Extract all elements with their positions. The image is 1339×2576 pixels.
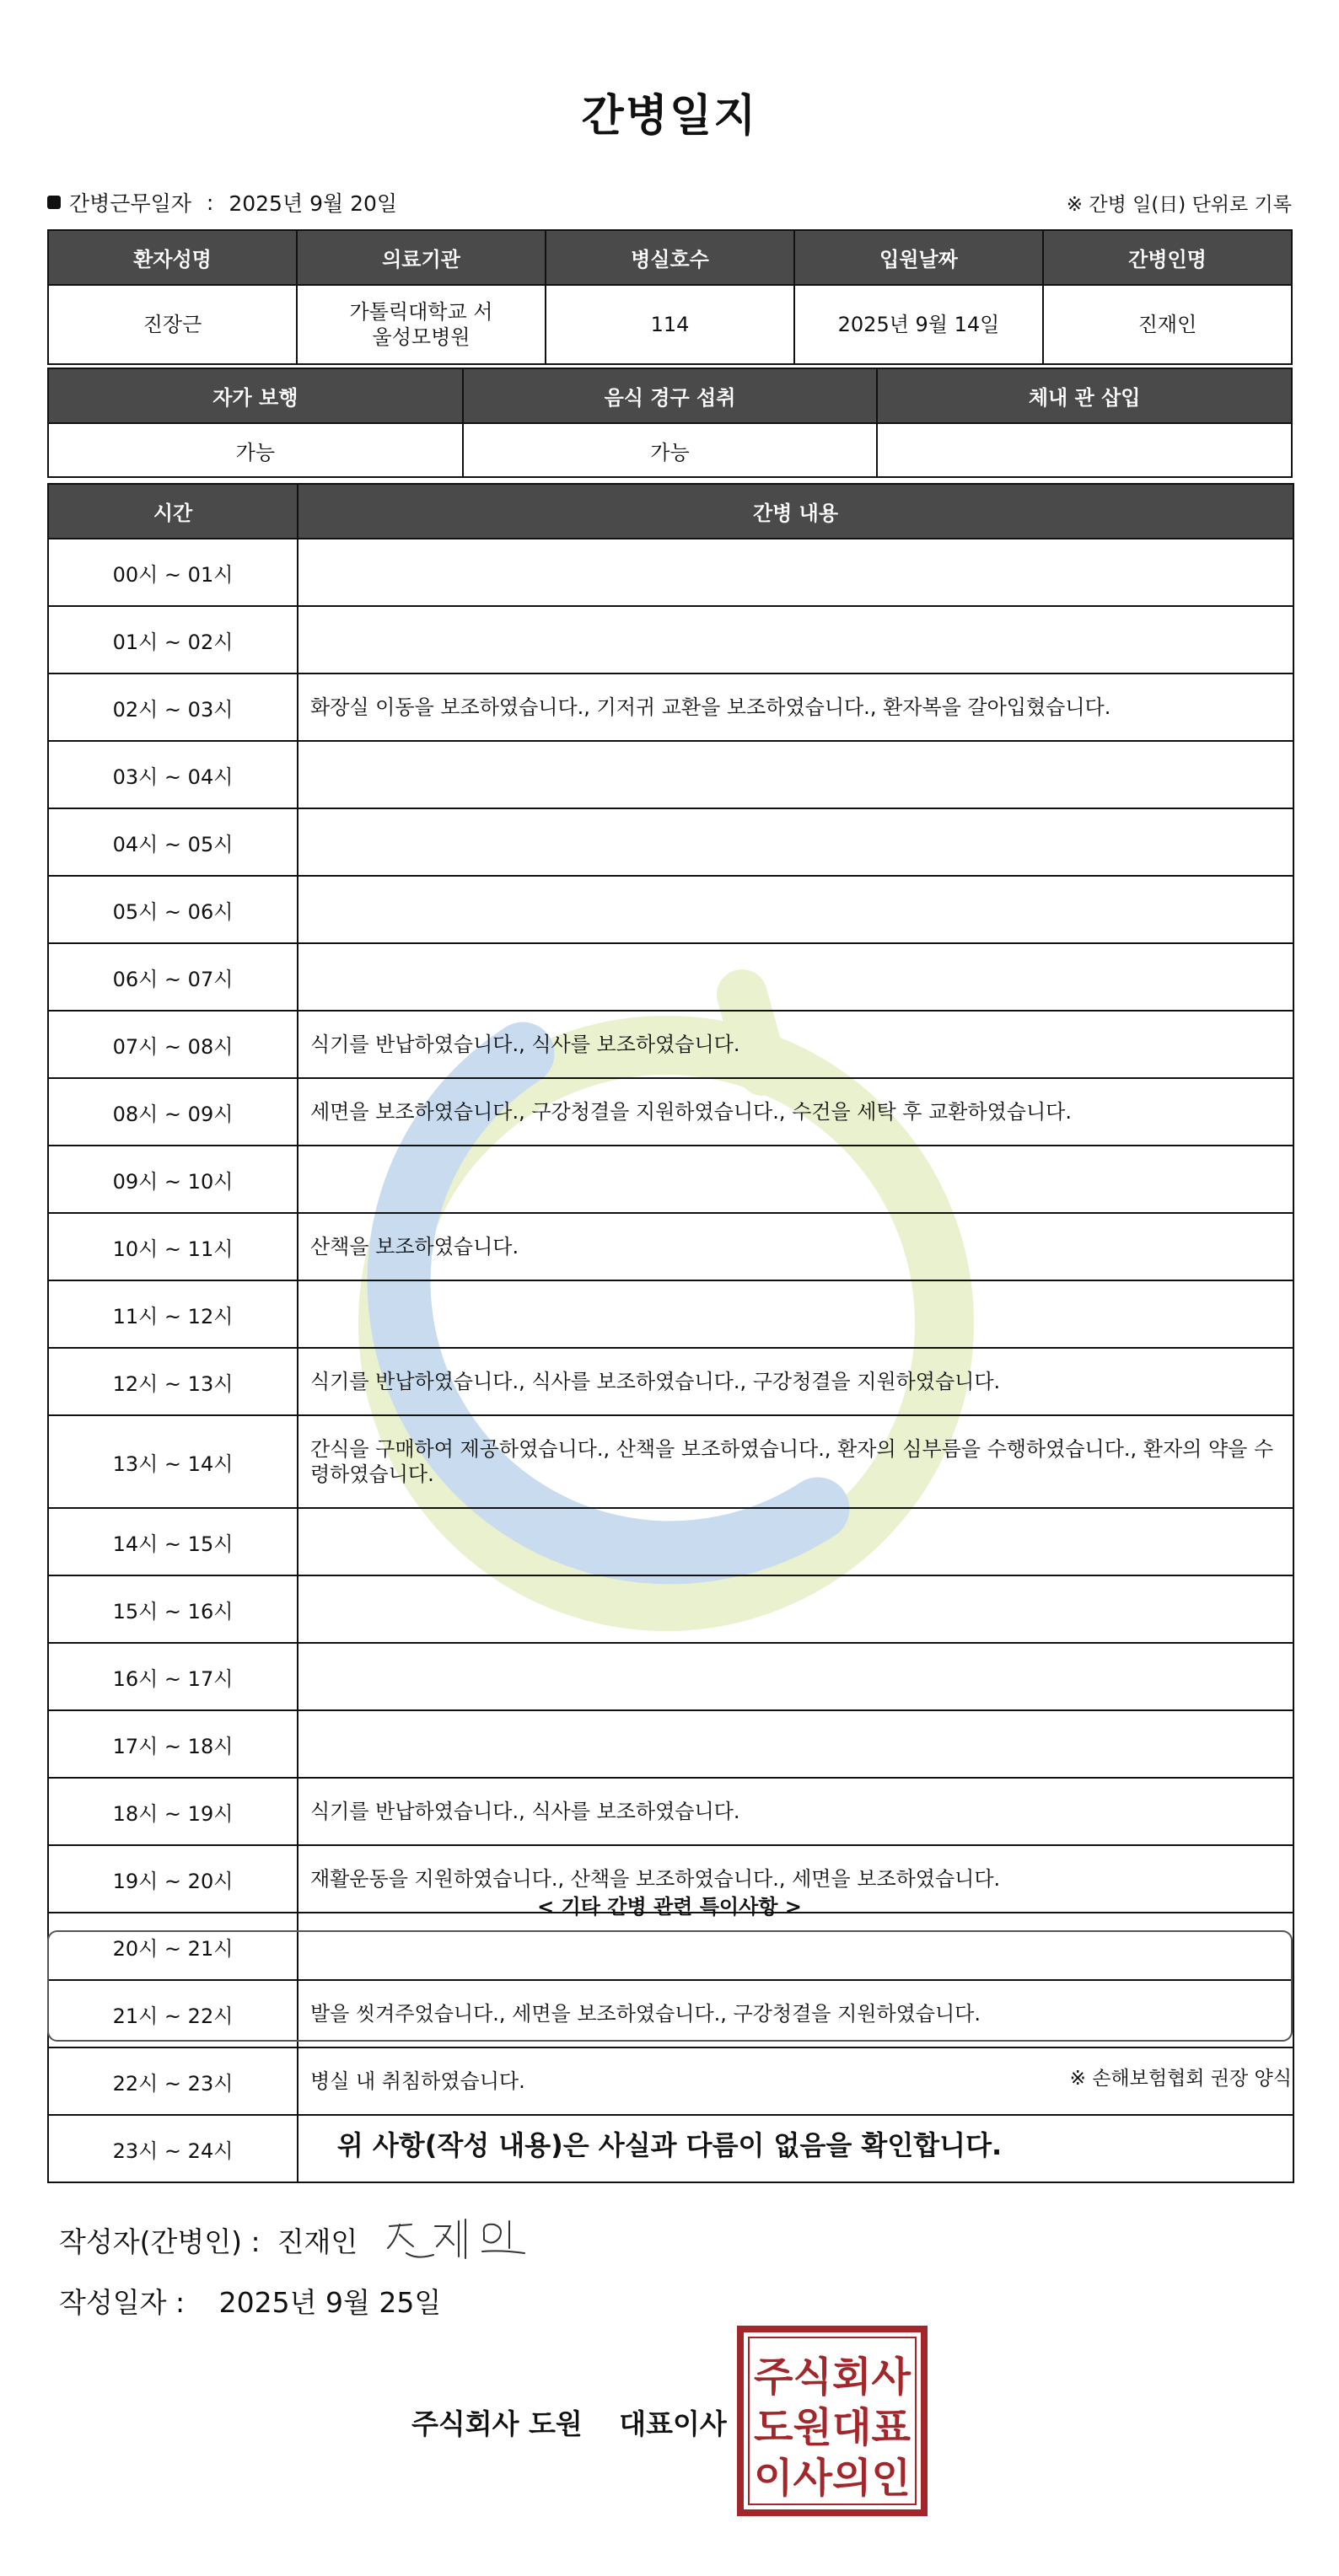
care-log-content [298,876,1293,943]
patient-info-header-row [48,230,1292,285]
company-role: 대표이사 [619,2407,727,2440]
care-log-time: 12시 ~ 13시 [48,1348,298,1415]
document-title: 간병일지 [581,91,758,142]
care-log-time: 18시 ~ 19시 [48,1778,298,1845]
recommend-note: ※ 손해보험협회 권장 양식 [1069,2068,1292,2090]
care-log-row [48,1348,1293,1415]
header-self-walking: 자가 보행 [48,368,463,423]
care-log-table [47,483,1294,2183]
svg-text:이사의인: 이사의인 [754,2455,911,2502]
care-log-row [48,1146,1293,1213]
care-log-time: 13시 ~ 14시 [48,1415,298,1508]
care-log-time: 22시 ~ 23시 [48,2047,298,2115]
care-log-time: 19시 ~ 20시 [48,1845,298,1913]
confirmation-statement: 위 사항(작성 내용)은 사실과 다름이 없음을 확인합니다. [336,2129,1003,2161]
self-walking-value: 가능 [48,423,463,477]
work-date-label: 간병근무일자 [69,191,191,216]
patient-status-value-row [48,423,1292,477]
care-log-row [48,1643,1293,1710]
care-log-content [298,808,1293,876]
care-log-row [48,539,1293,606]
written-date-line [59,2281,441,2321]
care-log-time: 03시 ~ 04시 [48,741,298,808]
writer-label: 작성자(간병인) : [59,2224,261,2258]
care-log-content: 재활운동을 지원하였습니다., 산책을 보조하였습니다., 세면을 보조하였습니다. [298,1845,1293,1913]
care-log-content: 세면을 보조하였습니다., 구강청결을 지원하였습니다., 수건을 세탁 후 교환하였습니다. [298,1078,1293,1146]
header-caregiver-name: 간병인명 [1043,230,1292,285]
bullet-square-icon [47,196,61,209]
care-log-row [48,1778,1293,1845]
care-log-content [298,539,1293,606]
care-log-content: 산책을 보조하였습니다. [298,1213,1293,1280]
care-log-time: 15시 ~ 16시 [48,1575,298,1643]
care-log-time: 01시 ~ 02시 [48,606,298,674]
care-log-row [48,1213,1293,1280]
care-log-content: 병실 내 취침하였습니다. [298,2047,1293,2115]
care-log-row [48,943,1293,1011]
care-log-time: 10시 ~ 11시 [48,1213,298,1280]
care-log-time: 08시 ~ 09시 [48,1078,298,1146]
work-date-separator: : [206,190,214,215]
care-log-time: 06시 ~ 07시 [48,943,298,1011]
care-log-time: 04시 ~ 05시 [48,808,298,876]
care-log-content: 식기를 반납하였습니다., 식사를 보조하였습니다. [298,1011,1293,1078]
header-tube-insertion: 체내 관 삽입 [877,368,1292,423]
company-line [411,2402,727,2442]
care-log-time: 02시 ~ 03시 [48,674,298,741]
header-care-content: 간병 내용 [298,484,1293,539]
care-log-row [48,1011,1293,1078]
header-room: 병실호수 [546,230,794,285]
care-log-row [48,741,1293,808]
patient-name: 진장근 [48,285,297,364]
patient-info-table [47,229,1293,365]
care-log-content [298,1575,1293,1643]
company-name: 주식회사 도원 [411,2407,583,2440]
care-log-row [48,1280,1293,1348]
patient-info-value-row [48,285,1292,364]
written-date-label: 작성일자 : [59,2286,186,2319]
care-log-time: 20시 ~ 21시 [48,1913,298,1980]
header-oral-intake: 음식 경구 섭취 [463,368,878,423]
admission-date: 2025년 9월 14일 [794,285,1043,364]
care-log-time: 07시 ~ 08시 [48,1011,298,1078]
care-log-time: 23시 ~ 24시 [48,2115,298,2182]
remarks-title: < 기타 간병 관련 특이사항 > [537,1895,802,1919]
header-time: 시간 [48,484,298,539]
header-patient-name: 환자성명 [48,230,297,285]
unit-note: ※ 간병 일(日) 단위로 기록 [1066,194,1292,216]
care-log-row [48,876,1293,943]
care-log-content: 화장실 이동을 보조하였습니다., 기저귀 교환을 보조하였습니다., 환자복을 갈아입혔습니다. [298,674,1293,741]
care-log-row [48,1508,1293,1575]
care-log-content: 발을 씻겨주었습니다., 세면을 보조하였습니다., 구강청결을 지원하였습니다. [298,1980,1293,2047]
care-log-content [298,1146,1293,1213]
patient-status-table [47,368,1293,478]
care-log-header-row [48,484,1293,539]
svg-text:주식회사: 주식회사 [754,2353,911,2401]
care-log-content [298,943,1293,1011]
care-log-time: 11시 ~ 12시 [48,1280,298,1348]
care-log-content [298,1710,1293,1778]
care-log-row [48,1078,1293,1146]
care-log-row [48,606,1293,674]
care-log-time: 14시 ~ 15시 [48,1508,298,1575]
care-log-row [48,1710,1293,1778]
company-seal-icon [736,2325,928,2517]
care-log-time: 17시 ~ 18시 [48,1710,298,1778]
care-log-content [298,1508,1293,1575]
header-hospital: 의료기관 [297,230,546,285]
svg-text:도원대표: 도원대표 [754,2404,911,2451]
care-log-row [48,674,1293,741]
header-admission-date: 입원날짜 [794,230,1043,285]
room-number: 114 [546,285,794,364]
care-log-content: 간식을 구매하여 제공하였습니다., 산책을 보조하였습니다., 환자의 심부름을 수행하였습니다., 환자의 약을 수령하였습니다. [298,1415,1293,1508]
care-log-content: 식기를 반납하였습니다., 식사를 보조하였습니다., 구강청결을 지원하였습니다. [298,1348,1293,1415]
care-log-time: 21시 ~ 22시 [48,1980,298,2047]
tube-insertion-value [877,423,1292,477]
care-log-row [48,808,1293,876]
care-log-content [298,606,1293,674]
care-log-content [298,741,1293,808]
care-log-time: 16시 ~ 17시 [48,1643,298,1710]
patient-status-header-row [48,368,1292,423]
handwritten-signature-icon [383,2214,543,2265]
care-log-time: 00시 ~ 01시 [48,539,298,606]
hospital-name: 가톨릭대학교 서울성모병원 [297,285,546,364]
care-log-content [298,1280,1293,1348]
writer-line [59,2214,543,2265]
remarks-box [47,1930,1293,2042]
care-log-row [48,1415,1293,1508]
care-log-content [298,1643,1293,1710]
care-log-time: 05시 ~ 06시 [48,876,298,943]
caregiver-name: 진재인 [1043,285,1292,364]
care-log-content: 식기를 반납하였습니다., 식사를 보조하였습니다. [298,1778,1293,1845]
care-log-row [48,1575,1293,1643]
work-date [47,187,397,217]
care-log-time: 09시 ~ 10시 [48,1146,298,1213]
oral-intake-value: 가능 [463,423,878,477]
work-date-value: 2025년 9월 20일 [229,191,398,216]
written-date-value: 2025년 9월 25일 [218,2286,442,2319]
writer-name: 진재인 [277,2224,358,2258]
